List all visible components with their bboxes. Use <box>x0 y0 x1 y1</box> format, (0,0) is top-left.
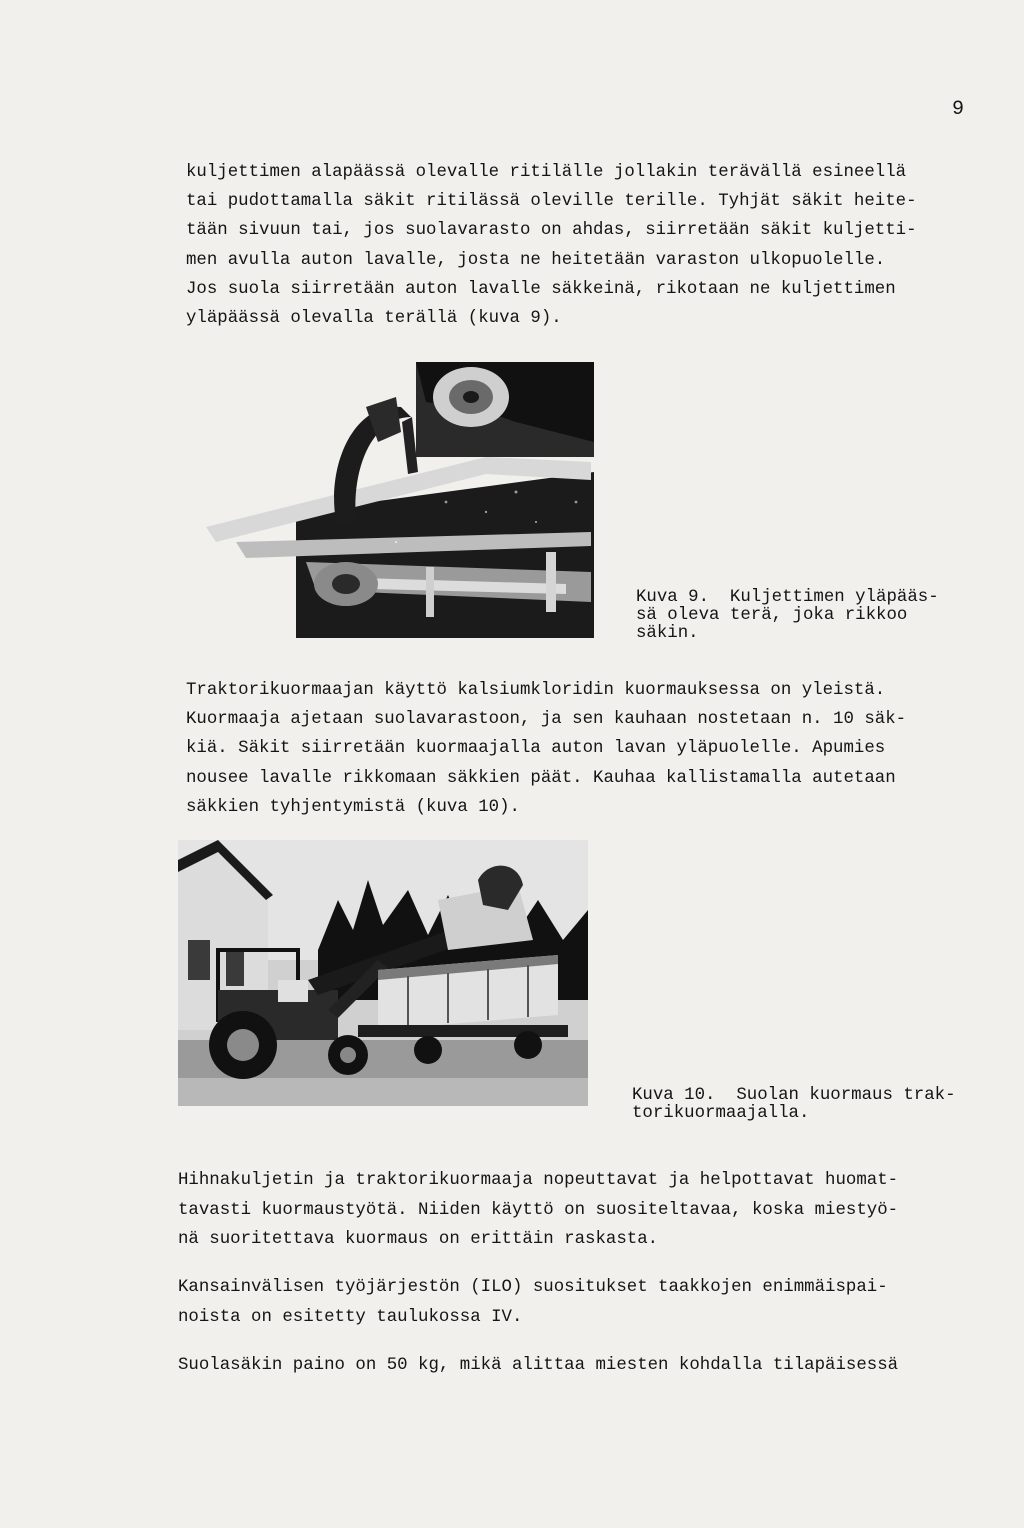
paragraph-tractor-loader: Traktorikuormaajan käyttö kalsiumkloridin kuormauksessa on yleistä. Kuormaaja ajetaan suolavarastoon, ja sen kauhaan nostetaan n. 10 säk- kiä. Säkit siirretään kuormaajalla auton lavan yläpuolelle. Apumies nousee lavalle rikkomaan säkkien päät. Kauhaa kallistamalla autetaan säkkien tyhjentymistä (kuva 10). <box>186 681 907 817</box>
paragraph-ilo: Kansainvälisen työjärjestön (ILO) suositukset taakkojen enimmäispai- noista on esitetty taulukossa IV. <box>178 1278 888 1327</box>
paragraph-sack-weight: Suolasäkin paino on 50 kg, mikä alittaa miesten kohdalla tilapäisessä <box>178 1356 899 1375</box>
paragraph-conveyor-blade: kuljettimen alapäässä olevalle ritilälle jollakin terävällä esineellä tai pudottamalla säkit ritilässä oleville terille. Tyhjät säkit heite- tään sivuun tai, jos suolavarasto on ahdas, siirretään säkit kuljetti- men avulla auton lavalle, josta ne heitetään varaston ulkopuolelle. Jos suola siirretään auton lavalle säkkeinä, rikotaan ne kuljettimen yläpäässä olevalla terällä (kuva 9). <box>186 163 917 329</box>
figure-10-caption: Kuva 10. Suolan kuormaus trak- torikuormaajalla. <box>632 1086 956 1123</box>
figure-9-conveyor-blade-photo <box>186 362 596 638</box>
figure-9-caption: Kuva 9. Kuljettimen yläpääs- sä oleva terä, joka rikkoo säkin. <box>636 588 939 643</box>
page-number: 9 <box>952 98 965 121</box>
figure-10-tractor-loader-photo <box>178 840 588 1106</box>
paragraph-conclusion: Hihnakuljetin ja traktorikuormaaja nopeuttavat ja helpottavat huomat- tavasti kuormaustyötä. Niiden käyttö on suositeltavaa, koska miestyö- nä suoritettava kuormaus on erittäin raskasta. <box>178 1171 899 1249</box>
